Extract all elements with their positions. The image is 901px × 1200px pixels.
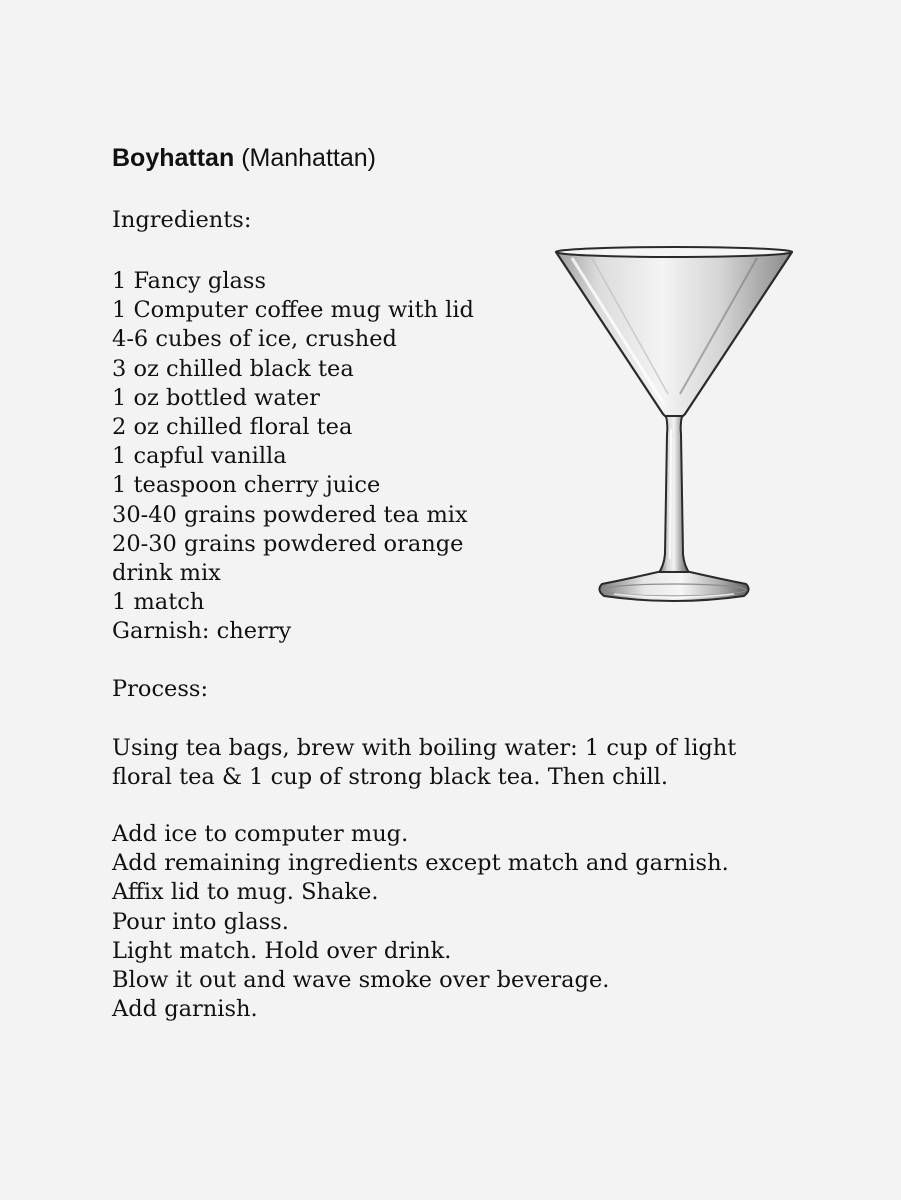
process-step: Add ice to computer mug. <box>112 821 409 847</box>
ingredient-item: 3 oz chilled black tea <box>112 355 354 382</box>
ingredient-item: 4-6 cubes of ice, crushed <box>112 326 397 353</box>
martini-glass-icon <box>552 244 796 608</box>
brew-instructions <box>112 734 736 792</box>
ingredient-item: 1 match <box>112 589 205 616</box>
ingredients-list <box>112 267 474 647</box>
brew-instructions-line: floral tea & 1 cup of strong black tea. Then chill. <box>112 764 669 791</box>
process-step: Light match. Hold over drink. <box>112 937 452 964</box>
ingredient-item: 1 capful vanilla <box>112 443 287 470</box>
process-step: Blow it out and wave smoke over beverage. <box>112 967 610 994</box>
ingredient-item: 1 Computer coffee mug with lid <box>112 297 474 324</box>
ingredient-item: 30-40 grains powdered tea mix <box>112 501 468 528</box>
ingredient-item: drink mix <box>112 560 221 587</box>
ingredient-item: 20-30 grains powdered orange <box>112 530 464 557</box>
recipe-title-name: Boyhattan <box>112 144 235 172</box>
ingredients-heading: Ingredients: <box>112 207 252 233</box>
process-step: Add remaining ingredients except match and garnish. <box>112 850 729 877</box>
recipe-title <box>112 140 376 176</box>
ingredient-item: 2 oz chilled floral tea <box>112 414 353 441</box>
recipe-title-subtitle: (Manhattan) <box>241 144 376 172</box>
ingredient-item: 1 Fancy glass <box>112 268 267 294</box>
process-step: Add garnish. <box>112 996 258 1023</box>
brew-instructions-line: Using tea bags, brew with boiling water: 1 cup of light <box>112 735 737 761</box>
ingredient-item: Garnish: cherry <box>112 618 292 645</box>
process-step: Pour into glass. <box>112 908 289 935</box>
ingredient-item: 1 oz bottled water <box>112 384 320 411</box>
process-step: Affix lid to mug. Shake. <box>112 879 379 906</box>
ingredient-item: 1 teaspoon cherry juice <box>112 472 381 499</box>
process-steps-list <box>112 820 729 1024</box>
process-heading: Process: <box>112 676 209 702</box>
